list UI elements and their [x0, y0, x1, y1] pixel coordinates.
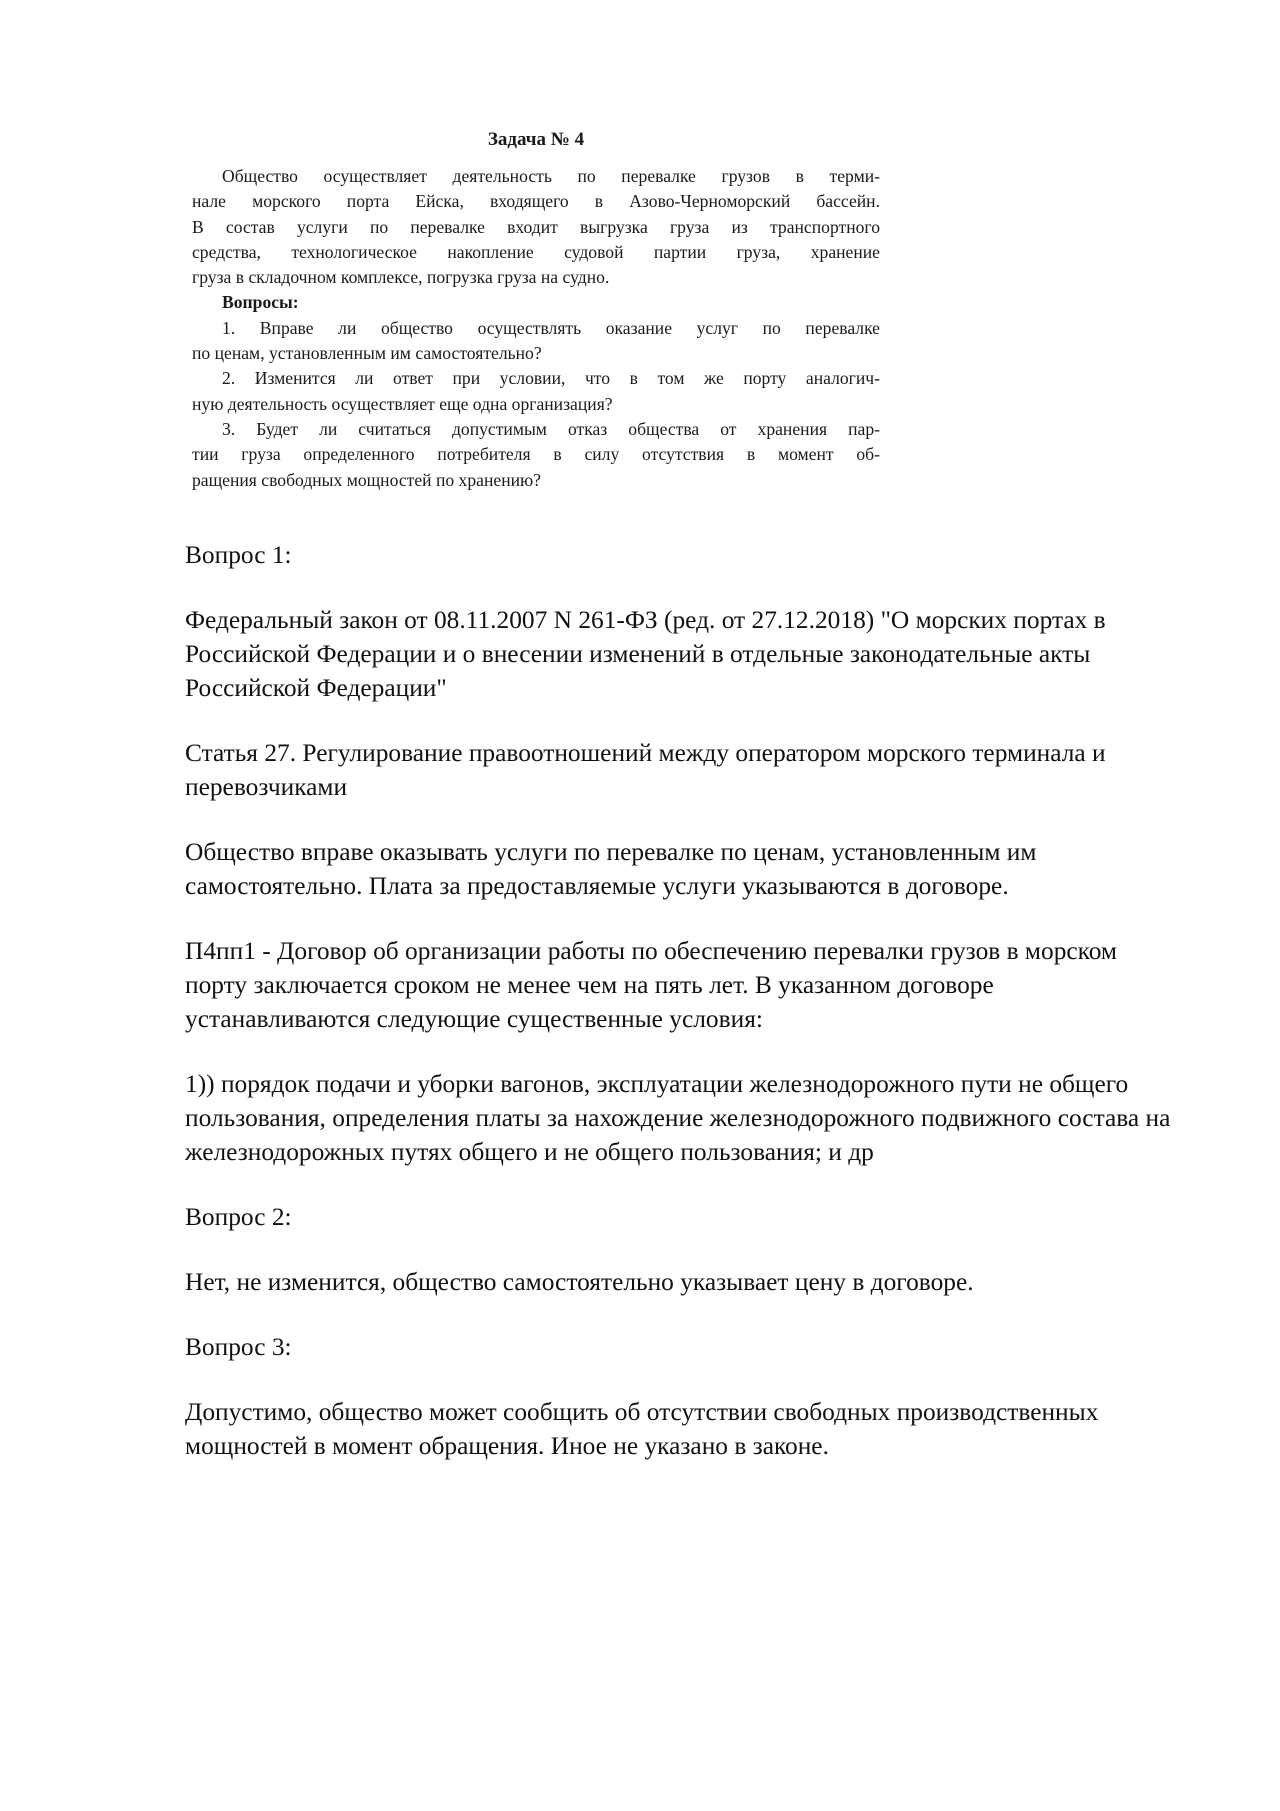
task-text-line: В состав услуги по перевалке входит выгрузка груза из транспортного	[192, 216, 880, 237]
task-question-3-line: 3. Будет ли считаться допустимым отказ общества от хранения пар-	[222, 418, 880, 439]
question-2-heading: Вопрос 2:	[185, 1203, 292, 1231]
task-question-3-line: тии груза определенного потребителя в силу отсутствия в момент об-	[192, 444, 880, 465]
task-question-1-line: по ценам, установленным им самостоятельно?	[192, 343, 542, 364]
task-question-3-line: ращения свободных мощностей по хранению?	[192, 469, 541, 490]
task-question-2-line: 2. Изменится ли ответ при условии, что в том же порту аналогич-	[222, 368, 880, 389]
task-text-line: Общество осуществляет деятельность по перевалке грузов в терми-	[222, 166, 880, 186]
contract-condition: 1)) порядок подачи и уборки вагонов, эксплуатации железнодорожного пути не общего пользования, определения платы за нахождение железнодорожного подвижного состава на железнодорожных путях общего и не общего пользования; и др	[185, 1070, 1171, 1166]
task-question-1-line: 1. Вправе ли общество осуществлять оказание услуг по перевалке	[222, 317, 880, 338]
task-question-2-line: ную деятельность осуществляет еще одна организация?	[192, 393, 613, 414]
task-questions-heading: Вопросы:	[222, 292, 299, 313]
article-title: Статья 27. Регулирование правоотношений между оператором морского терминала и перевозчиками	[185, 739, 1106, 801]
question-1-heading: Вопрос 1:	[185, 541, 292, 569]
question-3-heading: Вопрос 3:	[185, 1333, 292, 1361]
contract-clause: П4пп1 - Договор об организации работы по обеспечению перевалки грузов в морском порту заключается сроком не менее чем на пять лет. В указанном договоре устанавливаются следующие существенные условия:	[185, 937, 1117, 1033]
answers-section	[185, 538, 1185, 1494]
task-text-line: груза в складочном комплексе, погрузка груза на судно.	[192, 267, 610, 288]
task-scan-image	[192, 128, 880, 500]
task-title: Задача № 4	[487, 129, 585, 150]
question-3-answer: Допустимо, общество может сообщить об отсутствии свободных производственных мощностей в момент обращения. Иное не указано в законе.	[185, 1398, 1099, 1460]
task-text-line: средства, технологическое накопление судовой партии груза, хранение	[192, 241, 880, 262]
task-text-line: нале морского порта Ейска, входящего в Азово-Черноморский бассейн.	[192, 191, 880, 212]
question-1-answer: Общество вправе оказывать услуги по перевалке по ценам, установленным им самостоятельно. Плата за предоставляемые услуги указываются в договоре.	[185, 838, 1037, 900]
law-title: Федеральный закон от 08.11.2007 N 261-ФЗ (ред. от 27.12.2018) "О морских портах в Российской Федерации и о внесении изменений в отдельные законодательные акты Российской Федерации"	[185, 606, 1106, 702]
question-2-answer: Нет, не изменится, общество самостоятельно указывает цену в договоре.	[185, 1268, 974, 1296]
